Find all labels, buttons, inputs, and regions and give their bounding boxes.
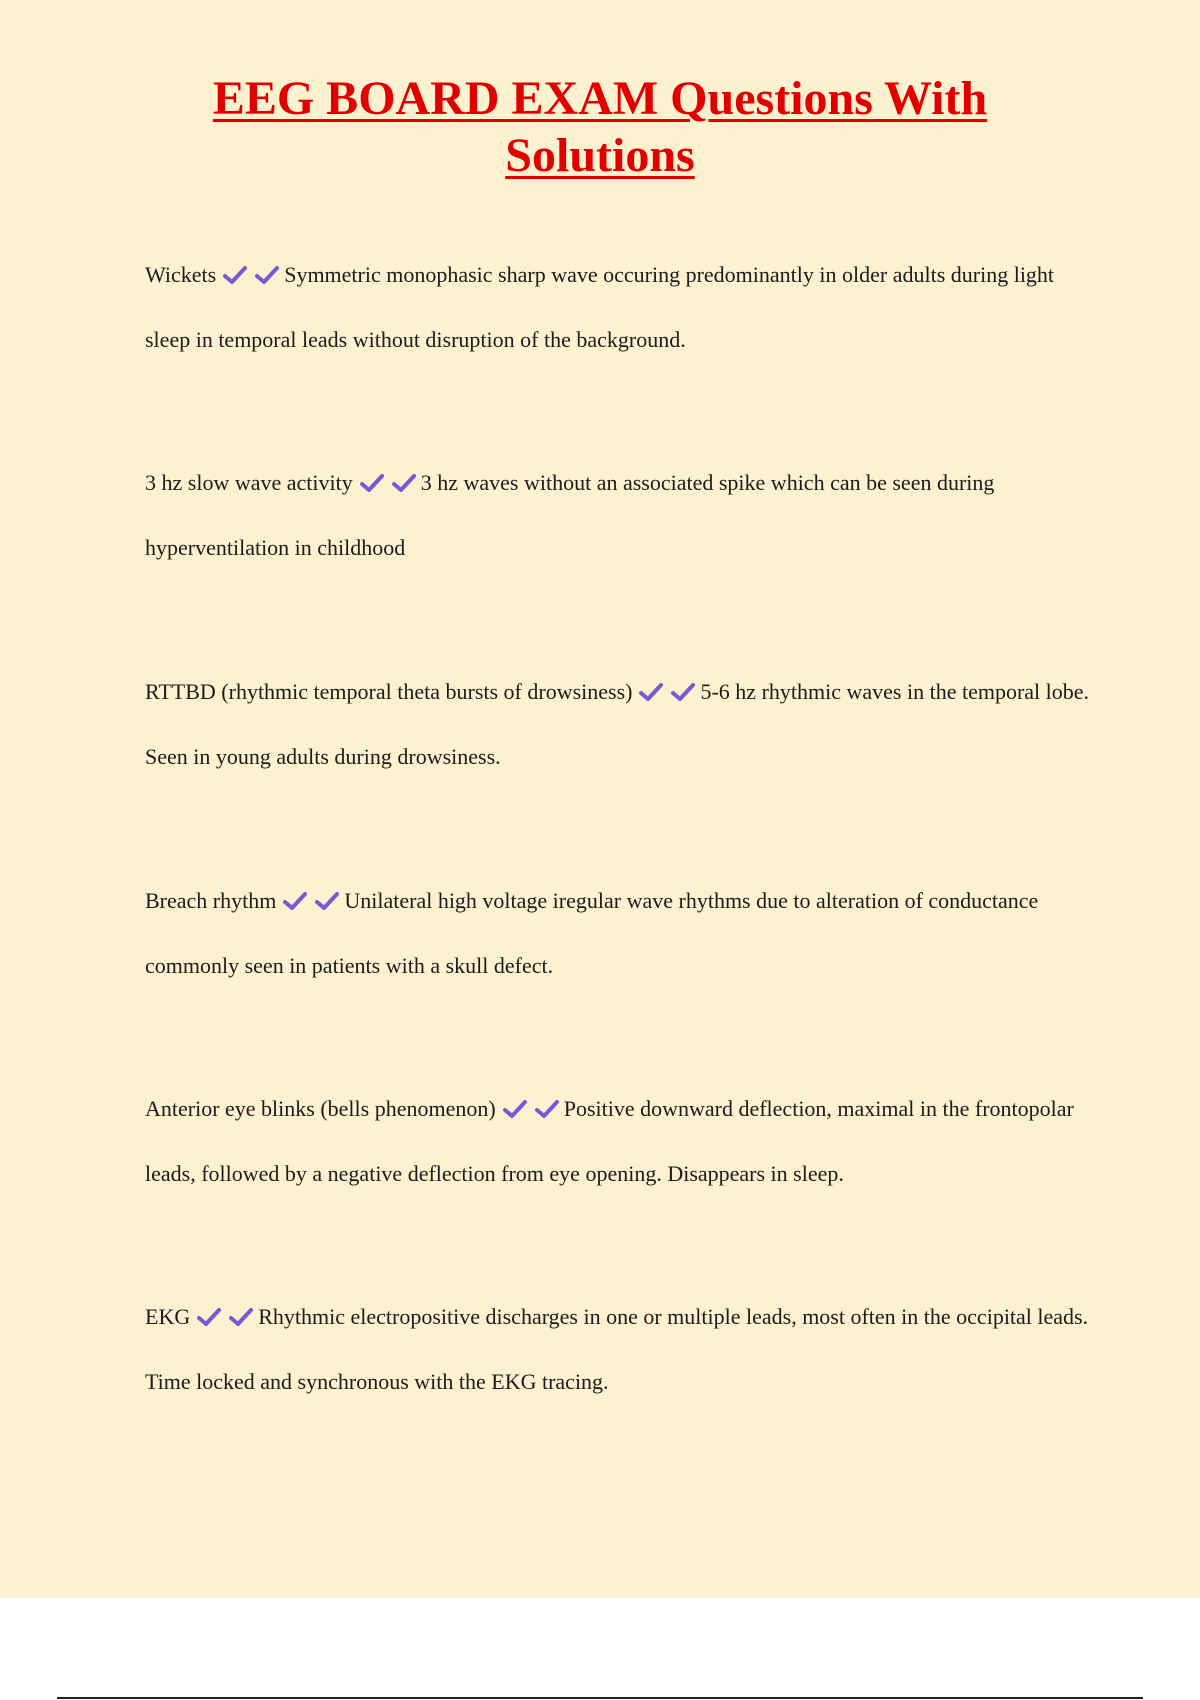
check-icon [391, 472, 417, 494]
check-icon [670, 681, 696, 703]
answer-checkmarks [638, 665, 696, 726]
qa-term: Anterior eye blinks (bells phenomenon) [145, 1096, 496, 1121]
qa-item [145, 452, 1095, 578]
qa-item [145, 244, 1095, 370]
check-icon [314, 890, 340, 912]
qa-definition: 3 hz waves without an associated spike which can be seen during hyperventilation in childhood [145, 470, 995, 560]
answer-checkmarks [502, 1082, 560, 1143]
answer-checkmarks [359, 456, 417, 517]
check-icon [282, 890, 308, 912]
check-icon [359, 472, 385, 494]
qa-term: Breach rhythm [145, 888, 277, 913]
check-icon [534, 1098, 560, 1120]
check-icon [254, 264, 280, 286]
qa-item [145, 1078, 1095, 1204]
qa-term: RTTBD (rhythmic temporal theta bursts of drowsiness) [145, 679, 633, 704]
check-icon [502, 1098, 528, 1120]
qa-definition: Positive downward deflection, maximal in the frontopolar leads, followed by a negative deflection from eye opening. Disappears in sleep. [145, 1096, 1074, 1186]
qa-term: Wickets [145, 262, 217, 287]
qa-definition: Unilateral high voltage iregular wave rhythms due to alteration of conductance commonly seen in patients with a skull defect. [145, 888, 1039, 978]
check-icon [196, 1306, 222, 1328]
qa-definition: 5-6 hz rhythmic waves in the temporal lobe. Seen in young adults during drowsiness. [145, 679, 1090, 769]
qa-term: 3 hz slow wave activity [145, 470, 353, 495]
qa-term: EKG [145, 1304, 191, 1329]
qa-definition: Symmetric monophasic sharp wave occuring predominantly in older adults during light sleep in temporal leads without disruption of the background. [145, 262, 1055, 352]
answer-checkmarks [282, 874, 340, 935]
qa-item [145, 661, 1095, 787]
check-icon [228, 1306, 254, 1328]
footer-divider [57, 1697, 1143, 1699]
page-title: EEG BOARD EXAM Questions With Solutions [212, 72, 988, 182]
qa-item [145, 1286, 1095, 1412]
answer-checkmarks [222, 248, 280, 309]
answer-checkmarks [196, 1290, 254, 1351]
qa-definition: Rhythmic electropositive discharges in one or multiple leads, most often in the occipital leads. Time locked and synchronous with the EKG tracing. [145, 1304, 1089, 1394]
check-icon [222, 264, 248, 286]
qa-item [145, 870, 1095, 996]
check-icon [638, 681, 664, 703]
